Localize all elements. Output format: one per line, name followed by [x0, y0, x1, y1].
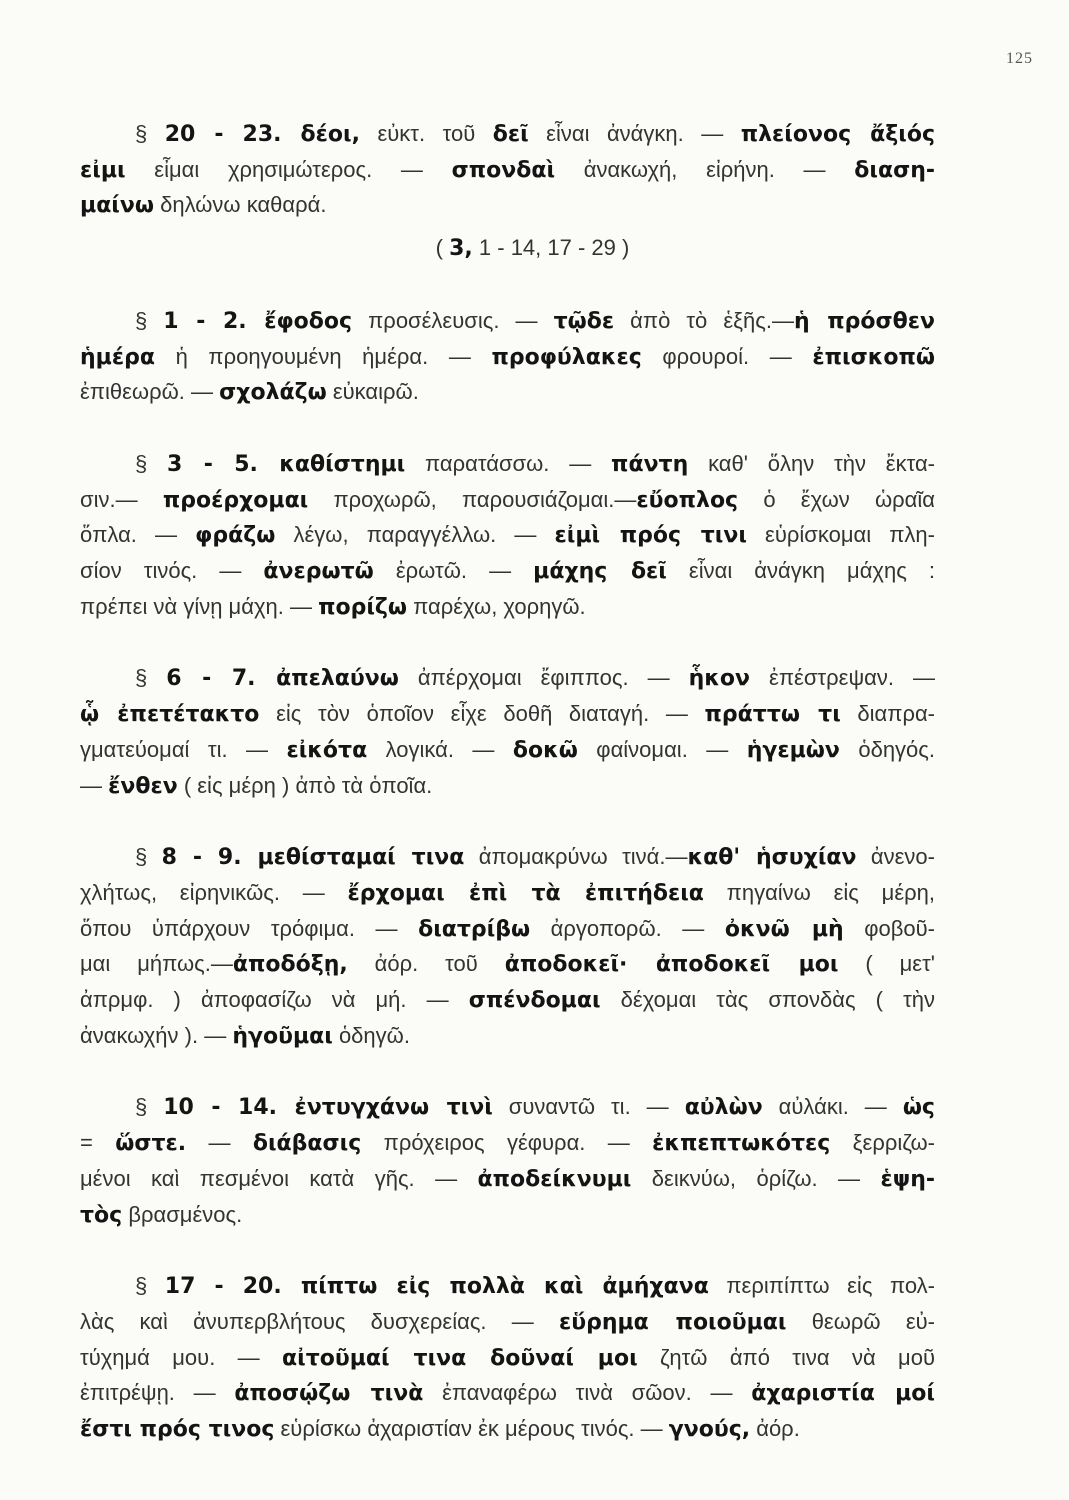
gloss-text: §: [135, 665, 167, 691]
gloss-text: ὁδηγῶ.: [332, 1022, 410, 1048]
bold-term: σχολάζω: [219, 380, 327, 406]
glossary-paragraph: [80, 661, 935, 804]
gloss-text: εὑρίσκω ἀχαριστίαν ἐκ μέρους τινός. —: [274, 1416, 669, 1442]
gloss-text: §: [135, 121, 165, 146]
gloss-text: σιν.—: [80, 486, 163, 512]
gloss-text: 1 - 14, 17 - 29 ): [472, 235, 630, 261]
gloss-text: προσέλευσις. —: [352, 307, 554, 333]
text-line: [80, 1126, 935, 1162]
bold-term: πράττω τι: [704, 702, 841, 728]
gloss-text: εἶμαι χρησιμώτερος. —: [125, 156, 452, 182]
bold-term: ἧκον: [688, 666, 751, 692]
bold-term: σπονδαὶ: [451, 157, 556, 183]
gloss-text: ξερριζω-: [830, 1130, 935, 1156]
text-line: [80, 554, 935, 590]
bold-term: ἔστι πρός τινος: [80, 1417, 275, 1443]
glossary-paragraph: [80, 447, 935, 626]
bold-term: ἔρχομαι ἐπὶ τὰ ἐπιτήδεια: [347, 880, 704, 906]
gloss-text: ἀόρ.: [750, 1416, 800, 1442]
bold-term: δεῖ: [492, 122, 529, 147]
gloss-text: ἀπρμφ. ) ἀποφασίζω νὰ μή. —: [80, 987, 469, 1013]
text-line: [80, 1341, 935, 1377]
text-line: [80, 1376, 935, 1412]
bold-term: ἐκπεπτωκότες: [652, 1131, 831, 1157]
text-line: [80, 1269, 935, 1305]
bold-term: ἀποδείκνυμι: [477, 1166, 632, 1192]
text-line: [80, 483, 935, 519]
bold-term: δοκῶ: [512, 737, 578, 763]
text-line: [80, 697, 935, 733]
gloss-text: §: [135, 1094, 164, 1120]
gloss-text: λογικά. —: [367, 736, 513, 762]
bold-term: μαίνω: [80, 193, 154, 219]
gloss-text: —: [186, 1130, 253, 1156]
glossary-text: [80, 117, 935, 1448]
glossary-paragraph: [80, 1090, 935, 1233]
bold-term: ᾧ ἐπετέτακτο: [80, 702, 260, 728]
bold-term: τὸς: [80, 1202, 123, 1228]
gloss-text: δέχομαι τὰς σπονδὰς ( τὴν: [600, 987, 935, 1013]
bold-term: προφύλακες: [491, 344, 642, 370]
gloss-text: φοβοῦ-: [843, 915, 935, 941]
bold-term: σπένδομαι: [468, 988, 601, 1014]
text-line: [80, 590, 935, 626]
gloss-text: θεωρῶ εὐ-: [786, 1308, 935, 1334]
bold-term: ἀποδόξῃ,: [232, 952, 348, 978]
text-line: [80, 447, 935, 483]
gloss-text: δηλώνω καθαρά.: [153, 192, 327, 218]
bold-term: διατρίβω: [418, 916, 531, 942]
gloss-text: παρατάσσω. —: [405, 450, 612, 476]
text-line: [80, 1305, 935, 1341]
text-line: [80, 375, 935, 411]
bold-term: πορίζω: [318, 594, 408, 620]
gloss-text: λέγω, παραγγέλλω. —: [275, 522, 555, 548]
gloss-text: ἀπομακρύνω τινά.—: [464, 844, 688, 870]
gloss-text: δεικνύω, ὁρίζω. —: [631, 1165, 881, 1191]
section-range-heading: [80, 231, 935, 267]
gloss-text: ὁδηγός.: [839, 736, 935, 762]
text-line: [80, 518, 935, 554]
bold-term: ἡ πρόσθεν: [793, 308, 935, 334]
bold-term: ἀχαριστία μοί: [751, 1381, 935, 1407]
gloss-text: §: [135, 450, 168, 476]
gloss-text: ἐρωτῶ. —: [373, 558, 534, 584]
gloss-text: εἶναι ἀνάγκη μάχης :: [666, 558, 935, 584]
text-line: [80, 1162, 935, 1198]
gloss-text: εἶναι ἀνάγκη. —: [528, 121, 741, 146]
gloss-text: ἀνακωχήν ). —: [80, 1022, 233, 1048]
glossary-paragraph: [80, 840, 935, 1054]
gloss-text: ὅπλα. —: [80, 522, 196, 548]
bold-term: ἀνερωτῶ: [263, 559, 374, 585]
gloss-text: ἀπέρχομαι ἔφιππος. —: [398, 665, 689, 691]
bold-term: γνούς,: [668, 1417, 751, 1443]
bold-term: μάχης δεῖ: [533, 559, 667, 585]
gloss-text: λὰς καὶ ἀνυπερβλήτους δυσχερείας. —: [80, 1308, 559, 1334]
text-line: [80, 153, 935, 189]
gloss-text: καθ' ὅλην τὴν ἔκτα-: [688, 450, 936, 476]
bold-term: αἰτοῦμαί τινα δοῦναί μοι: [282, 1345, 638, 1371]
bold-term: ἡγεμὼν: [746, 737, 840, 763]
gloss-text: αὐλάκι. —: [762, 1094, 903, 1120]
gloss-text: διαπρα-: [840, 701, 936, 727]
glossary-paragraph: [80, 304, 935, 411]
gloss-text: ἀόρ. τοῦ: [347, 951, 505, 977]
gloss-text: τύχημά μου. —: [80, 1344, 283, 1370]
text-line: [80, 1412, 935, 1448]
bold-term: ἡγοῦμαι: [232, 1023, 333, 1049]
gloss-text: ἐπιθεωρῶ. —: [80, 379, 220, 405]
text-line: [80, 947, 935, 983]
bold-term: ἡμέρα: [80, 344, 155, 370]
text-line: [80, 231, 935, 267]
bold-term: 3,: [449, 236, 473, 262]
gloss-text: §: [135, 307, 164, 333]
page-number: 125: [1006, 50, 1033, 67]
bold-term: διάβασις: [252, 1131, 362, 1157]
text-line: [80, 188, 935, 224]
gloss-text: ἀνακωχή, εἰρήνη. —: [555, 156, 855, 182]
gloss-text: χλήτως, εἰρηνικῶς. —: [80, 879, 348, 905]
gloss-text: σίον τινός. —: [80, 558, 264, 584]
text-line: [80, 983, 935, 1019]
bold-term: 17 - 20. πίπτω εἰς πολλὰ καὶ ἀμήχανα: [164, 1274, 709, 1300]
gloss-text: εὐκτ. τοῦ: [359, 121, 493, 146]
gloss-text: ( εἰς μέρη ) ἀπὸ τὰ ὁποῖα.: [177, 772, 433, 798]
bold-term: 1 - 2. ἔφοδος: [163, 308, 353, 334]
gloss-text: ὁ ἔχων ὡραῖα: [738, 486, 935, 512]
gloss-text: ἐπέστρεψαν. —: [750, 665, 935, 691]
gloss-text: συναντῶ τι. —: [492, 1094, 685, 1120]
bold-term: 20 - 23. δέοι,: [164, 122, 360, 147]
text-line: [80, 340, 935, 376]
gloss-text: πηγαίνω εἰς μέρη,: [703, 879, 935, 905]
glossary-paragraph: [80, 1269, 935, 1448]
gloss-text: ( μετ': [838, 951, 935, 977]
gloss-text: ἡ προηγουμένη ἡμέρα. —: [154, 343, 492, 369]
gloss-text: προχωρῶ, παρουσιάζομαι.—: [308, 486, 637, 512]
gloss-text: (: [435, 235, 450, 261]
bold-term: πλείονος ἄξιός: [740, 122, 935, 147]
bold-term: ἀποσῴζω τινὰ: [234, 1381, 424, 1407]
gloss-text: παρέχω, χορηγῶ.: [407, 593, 586, 619]
gloss-text: γματεύομαί τι. —: [80, 736, 287, 762]
bold-term: ἀποδοκεῖ· ἀποδοκεῖ μοι: [504, 952, 839, 978]
bold-term: εὕρημα ποιοῦμαι: [558, 1309, 787, 1335]
bold-term: πάντη: [611, 451, 689, 477]
gloss-text: =: [80, 1130, 116, 1156]
gloss-text: εὑρίσκομαι πλη-: [746, 522, 935, 548]
text-line: [80, 912, 935, 948]
bold-term: ὡς: [902, 1095, 935, 1121]
bold-term: διαση-: [854, 157, 935, 183]
bold-term: εὔοπλος: [636, 487, 739, 513]
text-line: [80, 304, 935, 340]
gloss-text: εἰς τὸν ὁποῖον εἶχε δοθῆ διαταγή. —: [259, 701, 705, 727]
bold-term: ὥστε.: [115, 1131, 187, 1157]
bold-term: ἑψη-: [880, 1166, 935, 1192]
bold-term: ἔνθεν: [108, 773, 178, 799]
bold-term: αὐλὼν: [684, 1095, 763, 1121]
text-line: [80, 840, 935, 876]
gloss-text: ἐπιτρέψῃ. —: [80, 1380, 235, 1406]
gloss-text: πρόχειρος γέφυρα. —: [361, 1130, 653, 1156]
gloss-text: ἐπαναφέρω τινὰ σῶον. —: [423, 1380, 752, 1406]
text-line: [80, 1090, 935, 1126]
bold-term: προέρχομαι: [162, 487, 309, 513]
gloss-text: βρασμένος.: [122, 1201, 243, 1227]
bold-term: 10 - 14. ἐντυγχάνω τινὶ: [163, 1095, 493, 1121]
bold-term: εἰμι: [80, 157, 126, 183]
bold-term: 6 - 7. ἀπελαύνω: [166, 666, 399, 692]
gloss-text: ἀργοπορῶ. —: [530, 915, 725, 941]
gloss-text: εὐκαιρῶ.: [326, 379, 419, 405]
gloss-text: ζητῶ ἀπό τινα νὰ μοῦ: [637, 1344, 935, 1370]
bold-term: φράζω: [195, 523, 276, 549]
gloss-text: §: [135, 844, 162, 870]
text-line: [80, 733, 935, 769]
bold-term: 3 - 5. καθίστημι: [167, 451, 406, 477]
gloss-text: φαίνομαι. —: [577, 736, 747, 762]
bold-term: ἐπισκοπῶ: [812, 344, 935, 370]
text-line: [80, 876, 935, 912]
bold-term: τῷδε: [553, 308, 615, 334]
gloss-text: περιπίπτω εἰς πολ-: [708, 1273, 935, 1299]
bold-term: ὀκνῶ μὴ: [724, 916, 844, 942]
bold-term: εἰμὶ πρός τινι: [554, 523, 747, 549]
gloss-text: μαι μήπως.—: [80, 951, 233, 977]
text-line: [80, 117, 935, 153]
gloss-text: πρέπει νὰ γίνῃ μάχη. —: [80, 593, 319, 619]
gloss-text: §: [135, 1273, 165, 1299]
gloss-text: μένοι καὶ πεσμένοι κατὰ γῆς. —: [80, 1165, 478, 1191]
glossary-paragraph: [80, 117, 935, 224]
bold-term: καθ' ἡσυχίαν: [687, 845, 857, 871]
text-line: [80, 769, 935, 805]
gloss-text: ἀπὸ τὸ ἑξῆς.—: [614, 307, 794, 333]
bold-term: εἰκότα: [286, 737, 368, 763]
bold-term: 8 - 9. μεθίσταμαί τινα: [161, 845, 465, 871]
text-line: [80, 661, 935, 697]
gloss-text: ὅπου ὑπάρχουν τρόφιμα. —: [80, 915, 419, 941]
gloss-text: ἀνενο-: [856, 844, 935, 870]
gloss-text: —: [80, 772, 109, 798]
text-line: [80, 1198, 935, 1234]
gloss-text: φρουροί. —: [641, 343, 813, 369]
text-line: [80, 1019, 935, 1055]
